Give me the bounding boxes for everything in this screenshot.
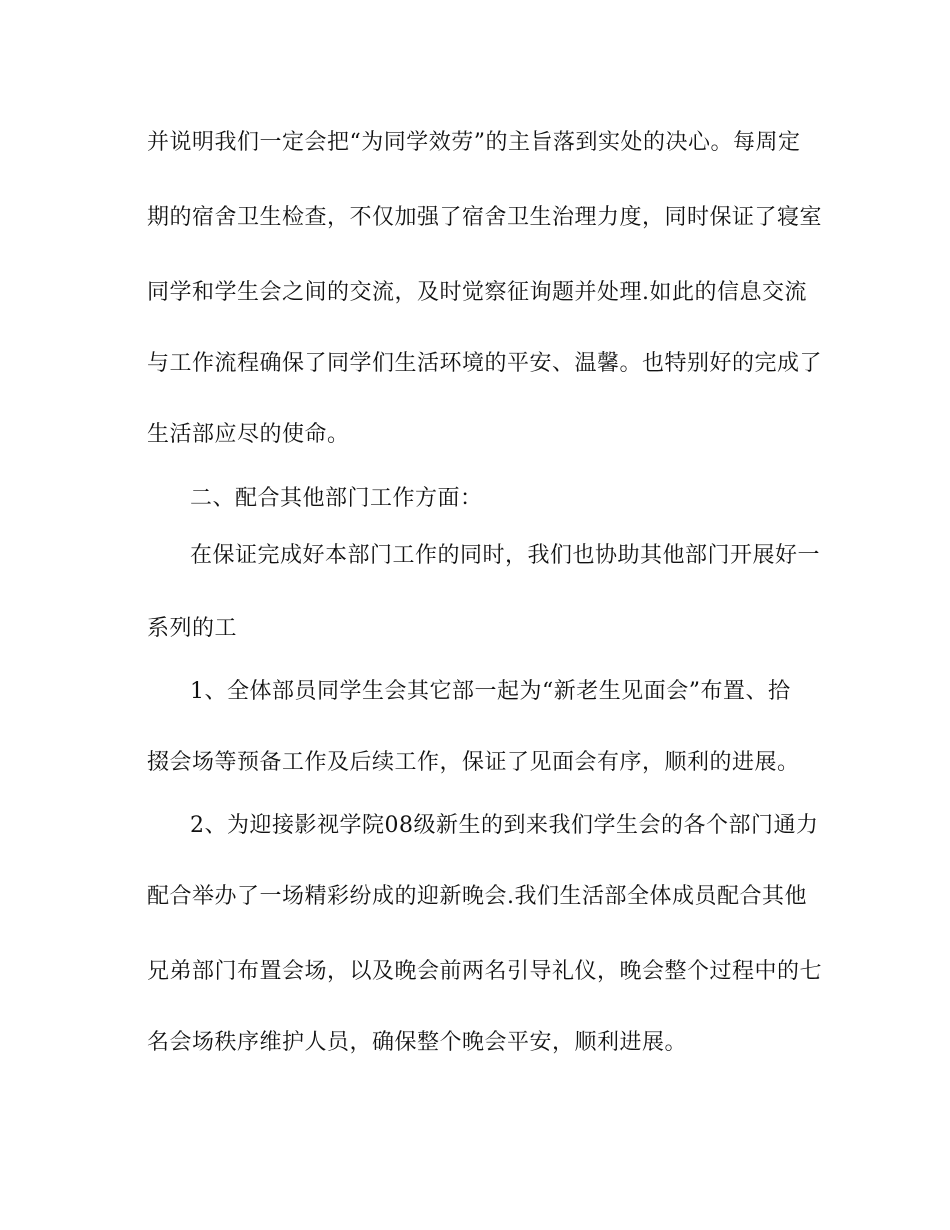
- paragraph-line: 生活部应尽的使命。: [147, 422, 350, 447]
- section-heading: 二、配合其他部门工作方面：: [190, 486, 483, 511]
- paragraph-line: 并说明我们一定会把“为同学效劳”的主旨落到实处的决心。每周定: [147, 130, 801, 155]
- list-item-line: 掇会场等预备工作及后续工作，保证了见面会有序，顺利的进展。: [147, 750, 800, 775]
- list-item-line: 1、全体部员同学生会其它部一起为“新老生见面会”布置、拾: [190, 679, 791, 704]
- paragraph-line: 系列的工: [147, 616, 238, 641]
- paragraph-line: 期的宿舍卫生检查，不仅加强了宿舍卫生治理力度，同时保证了寝室: [147, 205, 823, 230]
- list-item-line: 名会场秩序维护人员，确保整个晚会平安，顺利进展。: [147, 1030, 688, 1055]
- paragraph-line: 与工作流程确保了同学们生活环境的平安、温馨。也特别好的完成了: [147, 351, 823, 376]
- list-item-line: 配合举办了一场精彩纷成的迎新晚会.我们生活部全体成员配合其他: [147, 884, 807, 909]
- list-item-line: 2、为迎接影视学院08级新生的到来我们学生会的各个部门通力: [190, 813, 819, 838]
- list-item-line: 兄弟部门布置会场，以及晚会前两名引导礼仪，晚会整个过程中的七: [147, 959, 823, 984]
- paragraph-line: 在保证完成好本部门工作的同时，我们也协助其他部门开展好一: [190, 543, 821, 568]
- paragraph-line: 同学和学生会之间的交流，及时觉察征询题并处理.如此的信息交流: [147, 280, 807, 305]
